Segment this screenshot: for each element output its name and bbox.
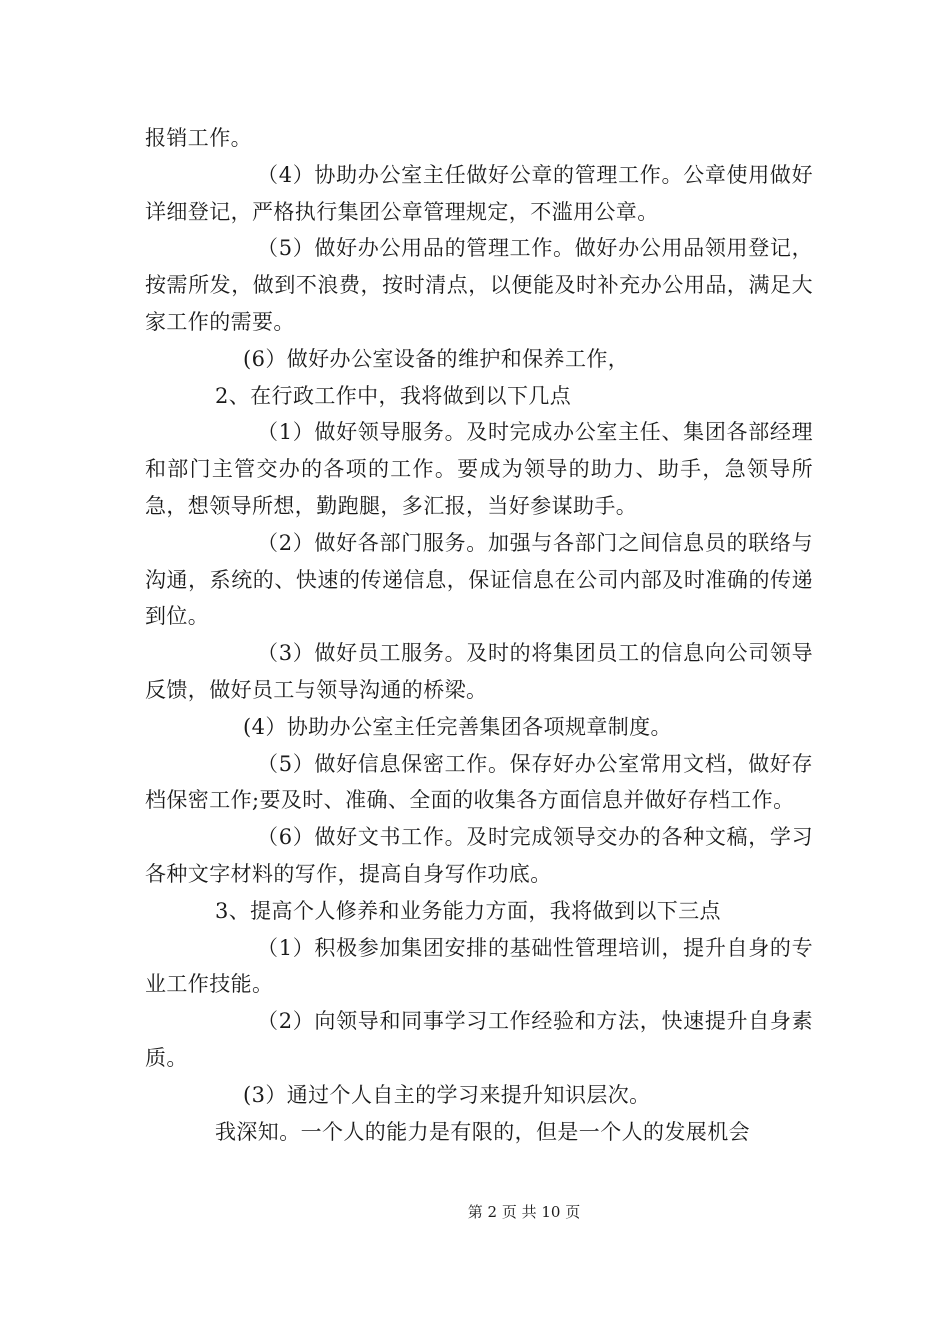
paragraph-item-3-staff: （3）做好员工服务。及时的将集团员工的信息向公司领导反馈，做好员工与领导沟通的桥梁。 [145,641,813,702]
paragraph-closing: 我深知。一个人的能力是有限的，但是一个人的发展机会 [215,1119,750,1144]
paragraph-continuation: 报销工作。 [145,126,252,150]
paragraph-item-3-self-study: (3）通过个人自主的学习来提升知识层次。 [243,1082,651,1107]
paragraph-item-2-departments: （2）做好各部门服务。加强与各部门之间信息员的联络与沟通，系统的、快速的传递信息，保证信息在公司内部及时准确的传递到位。 [145,530,813,629]
page-footer [0,1203,950,1221]
paragraph-item-6-writing: （6）做好文书工作。及时完成领导交办的各种文稿，学习各种文字材料的写作，提高自身写作功底。 [145,825,813,886]
paragraph-item-1-leadership: （1）做好领导服务。及时完成办公室主任、集团各部经理和部门主管交办的各项的工作。要成为领导的助力、助手，急领导所急，想领导所想，勤跑腿，多汇报，当好参谋助手。 [145,420,813,518]
paragraph-item-1-training: （1）积极参加集团安排的基础性管理培训，提升自身的专业工作技能。 [145,935,813,997]
document-body [145,120,813,1150]
paragraph-item-5-supplies: （5）做好办公用品的管理工作。做好办公用品领用登记，按需所发，做到不浪费，按时清点，以便能及时补充办公用品，满足大家工作的需要。 [145,236,813,334]
paragraph-item-2-learning: （2）向领导和同事学习工作经验和方法，快速提升自身素质。 [145,1009,813,1070]
paragraph-item-5-confidentiality: （5）做好信息保密工作。保存好办公室常用文档，做好存档保密工作;要及时、准确、全面的收集各方面信息并做好存档工作。 [145,751,813,813]
section-heading-3: 3、提高个人修养和业务能力方面，我将做到以下三点 [215,898,721,923]
page-number: 第 2 页 共 10 页 [467,1203,581,1221]
paragraph-item-6-equipment: (6）做好办公室设备的维护和保养工作， [243,346,630,371]
paragraph-item-4-rules: (4）协助办公室主任完善集团各项规章制度。 [243,714,672,739]
paragraph-item-4-seal: （4）协助办公室主任做好公章的管理工作。公章使用做好详细登记，严格执行集团公章管理规定，不滥用公章。 [145,162,813,224]
section-heading-2: 2、在行政工作中，我将做到以下几点 [215,383,572,408]
